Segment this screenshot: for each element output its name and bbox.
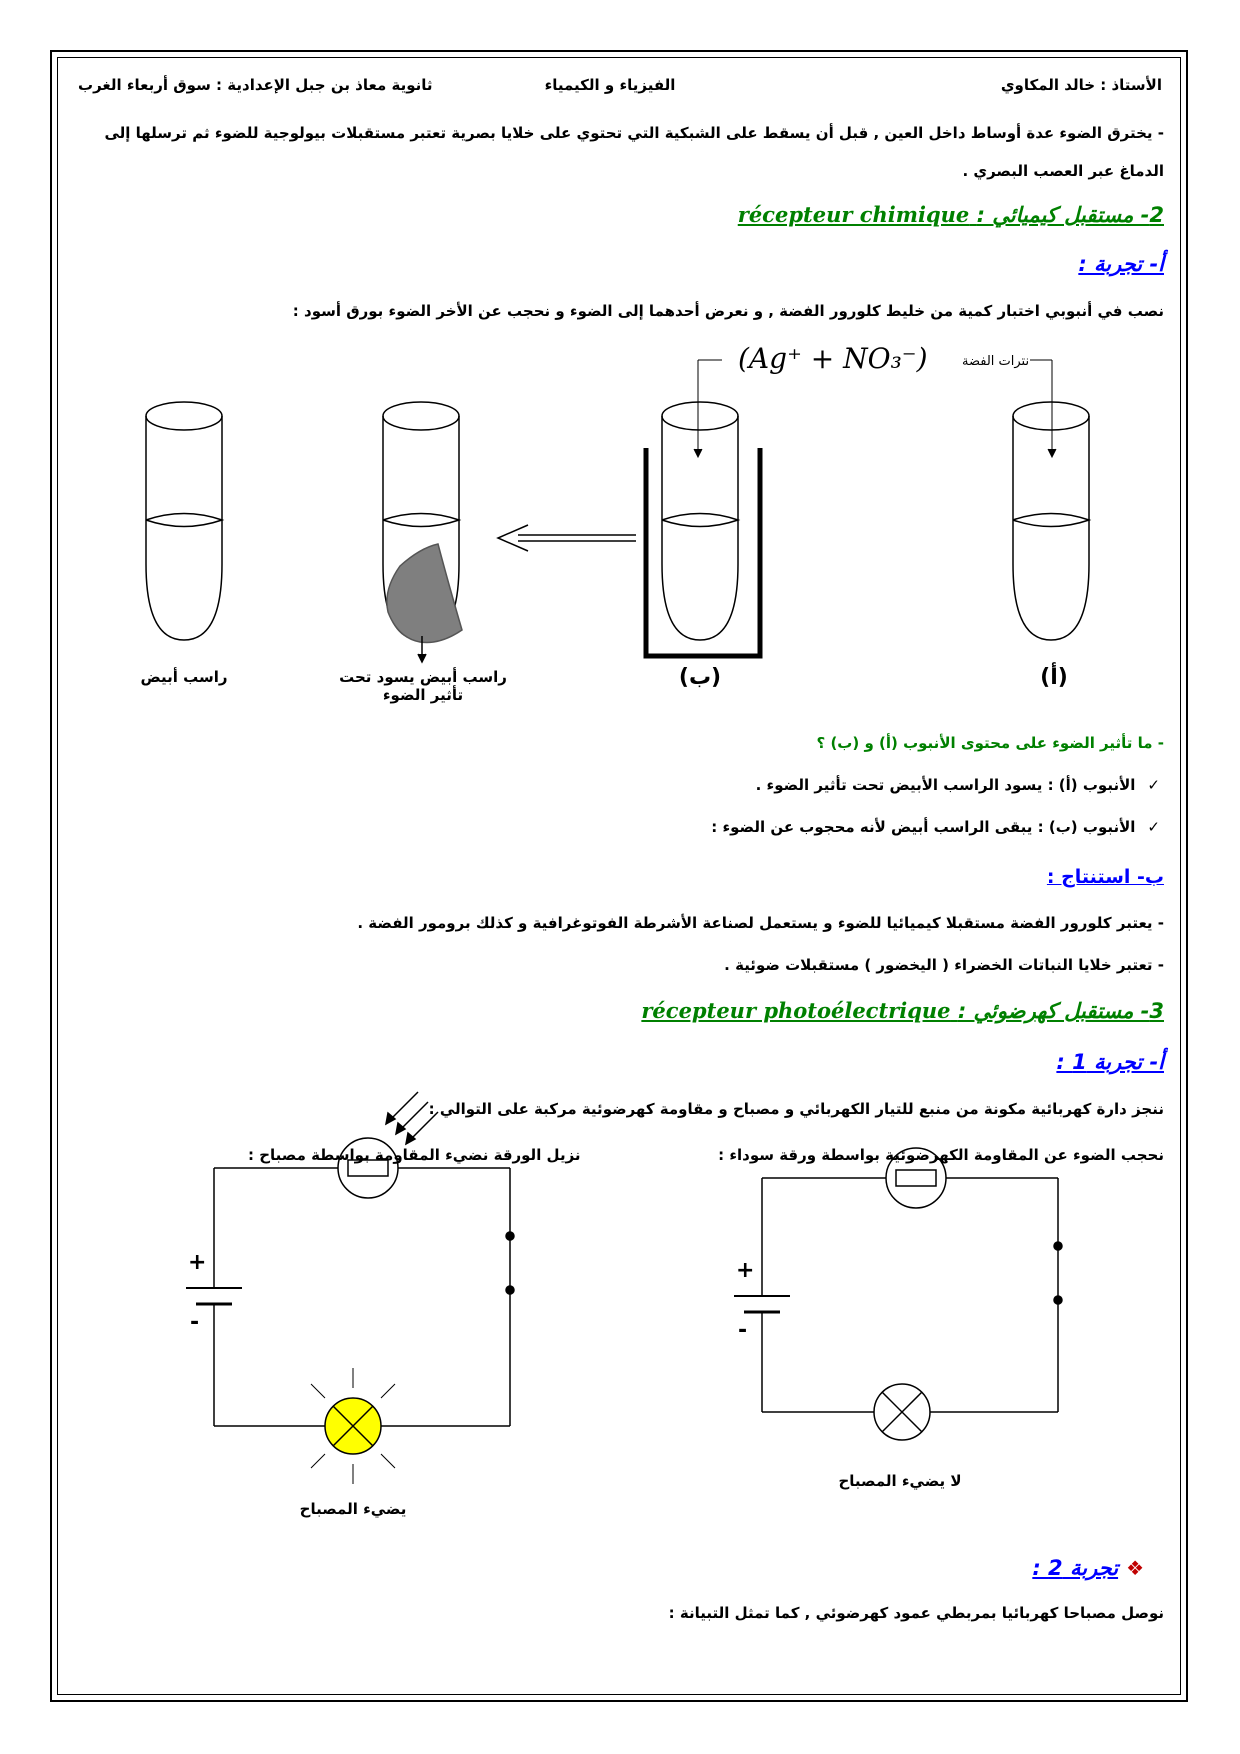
section-2-title-ar: 2- مستقبل كيميائي : (976, 203, 1164, 227)
white-precipitate-label: راسب أبيض (140, 668, 228, 686)
silver-nitrate-formula: (Ag⁺ + NO₃⁻) (738, 342, 928, 375)
right-battery-minus: - (738, 1318, 748, 1343)
answer-1-text: الأنبوب (أ) : يسود الراسب الأبيض تحت تأثير الضوء . (755, 776, 1136, 794)
diamond-bullet-icon: ❖ (1126, 1556, 1144, 1580)
section-3-title-fr: récepteur photoélectrique (641, 998, 951, 1023)
tube-b-label: (ب) (678, 665, 722, 690)
lamp-on-caption: يضيء المصباح (299, 1500, 407, 1518)
intro-paragraph: - يخترق الضوء عدة أوساط داخل العين , قبل أن يسقط على الشبكية التي تحتوي على خلايا بصرية تعتبر مستقبلات بيولوجية للضوء ثم ترسلها إلى الدماغ عبر العصب البصري . (104, 124, 1164, 180)
answer-2-text: الأنبوب (ب) : يبقى الراسب أبيض لأنه محجوب عن الضوء : (711, 818, 1136, 836)
header-school: ثانوية معاذ بن جبل الإعدادية : سوق أربعاء الغرب (78, 76, 433, 94)
tube-a-label: (أ) (1040, 665, 1068, 690)
left-battery-plus: + (188, 1250, 207, 1275)
left-battery-minus: - (190, 1310, 200, 1335)
section-3-title-ar: 3- مستقبل كهرضوئي : (957, 999, 1164, 1023)
section-2-experiment-text: نصب في أنبوبي اختبار كمية من خليط كلورور الفضة , و نعرض أحدهما إلى الضوء و نحجب عن الأخر الضوء بورق أسود : (292, 302, 1164, 320)
answer-1 (756, 776, 1160, 794)
darkened-precipitate-label (328, 668, 518, 704)
exp1-uncover-text: نزيل الورقة نضيء المقاومة بواسطة مصباح : (248, 1146, 581, 1164)
question-line: - ما تأثير الضوء على محتوى الأنبوب (أ) و (ب) ؟ (816, 734, 1164, 752)
check-icon: ✓ (1147, 818, 1160, 836)
section-2-heading (738, 202, 1164, 227)
lamp-off-caption: لا يضيء المصباح (838, 1472, 962, 1490)
silver-nitrate-label: نترات الفضة (962, 354, 1030, 369)
answer-2 (711, 818, 1160, 836)
exp1-cover-text: نحجب الضوء عن المقاومة الكهرضوئية بواسطة ورقة سوداء : (718, 1146, 1164, 1164)
section-2-title-fr: récepteur chimique (737, 202, 970, 227)
section-3-sub-a: أ- تجربة 1 : (1056, 1050, 1164, 1074)
right-battery-plus: + (736, 1258, 755, 1283)
darkened-label-line-1: راسب أبيض يسود تحت (339, 668, 507, 686)
header-subject: الفيزياء و الكيمياء (544, 76, 676, 94)
exp1-text: ننجز دارة كهربائية مكونة من منبع للتيار الكهربائي و مصباح و مقاومة كهرضوئية مركبة على التوالي : (428, 1100, 1164, 1118)
header-teacher: الأستاذ : خالد المكاوي (1000, 76, 1162, 94)
darkened-label-line-2: تأثير الضوء (382, 686, 464, 704)
section-3-heading (641, 998, 1164, 1023)
conclusion-heading: ب- استنتاج : (1046, 866, 1164, 888)
exp2-text: نوصل مصباحا كهربائيا بمربطي عمود كهرضوئي , كما تمثل التبيانة : (668, 1604, 1164, 1622)
section-2-sub-a: أ- تجربة : (1078, 252, 1164, 276)
check-icon: ✓ (1147, 776, 1160, 794)
conclusion-2: - تعتبر خلايا النباتات الخضراء ( اليخضور ) مستقبلات ضوئية . (724, 956, 1164, 974)
conclusion-1: - يعتبر كلورور الفضة مستقبلا كيميائيا للضوء و يستعمل لصناعة الأشرطة الفوتوغرافية و كذلك برومور الفضة . (357, 914, 1164, 932)
exp2-title: تجربة 2 : (1032, 1556, 1119, 1580)
exp2-heading (1032, 1556, 1144, 1580)
